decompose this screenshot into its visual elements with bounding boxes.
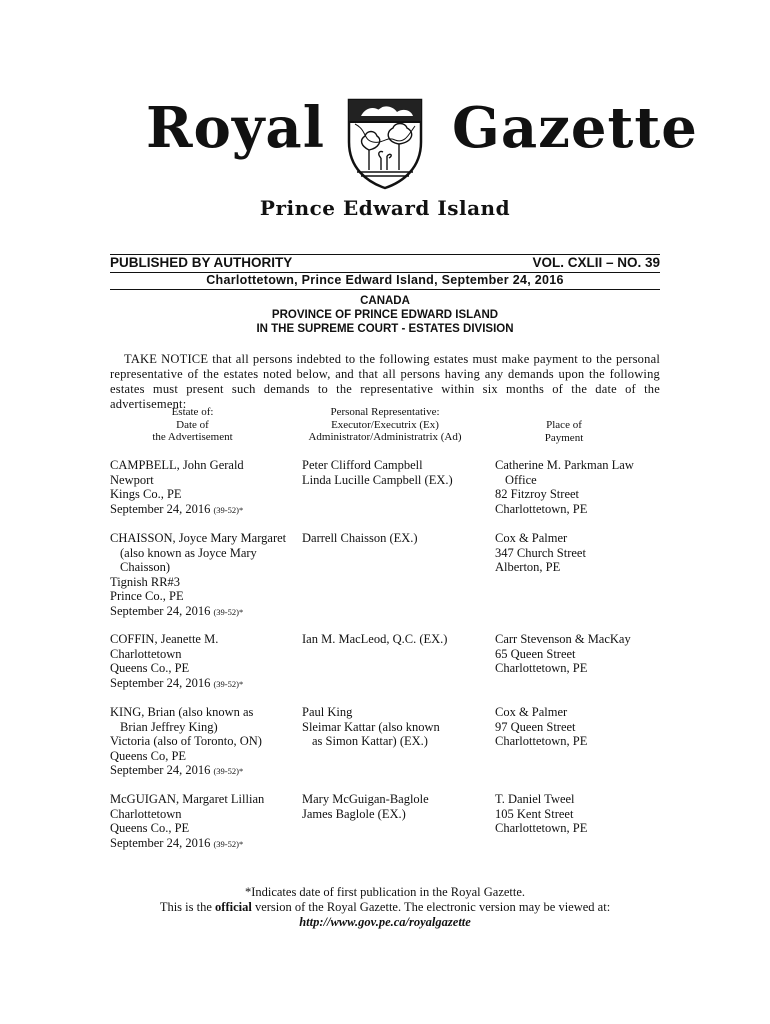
- footer: [0, 885, 770, 930]
- column-header-representative: [300, 406, 470, 444]
- volume-number: VOL. CXLII – NO. 39: [532, 255, 660, 270]
- estate-line: Charlottetown: [110, 806, 182, 821]
- representative-line: Darrell Chaisson (EX.): [302, 531, 418, 545]
- estate-line: Prince Co., PE: [110, 589, 184, 604]
- payment-column: [495, 531, 660, 575]
- masthead-royal: Royal: [146, 95, 325, 161]
- column-header-line: the Advertisement: [152, 431, 233, 443]
- estate-date-line: [110, 502, 300, 518]
- column-header-line: Personal Representative:: [330, 406, 440, 418]
- court-line-division: IN THE SUPREME COURT - ESTATES DIVISION: [256, 323, 514, 335]
- estate-line: Queens Co., PE: [110, 821, 190, 836]
- estate-line: Charlottetown: [110, 646, 182, 661]
- notice-text: TAKE NOTICE that all persons indebted to the following estates must make payment to the personal representative of the estates noted below, and that all persons having any demands upon the following estates must present such demands to the representative within six months of the date of the advertisement:: [110, 352, 660, 411]
- estate-column: [110, 705, 300, 779]
- representative-column: [302, 705, 492, 749]
- payment-column: [495, 792, 660, 836]
- pei-coat-of-arms-icon: [343, 96, 427, 190]
- estate-line: Tignish RR#3: [110, 574, 181, 589]
- payment-line: Charlottetown, PE: [495, 734, 588, 749]
- court-line-province: PROVINCE OF PRINCE EDWARD ISLAND: [271, 309, 499, 321]
- representative-column: [302, 792, 492, 821]
- estate-date: September 24, 2016: [110, 763, 211, 778]
- payment-line: Carr Stevenson & MacKay: [495, 632, 631, 646]
- payment-line: Catherine M. Parkman Law: [495, 458, 634, 472]
- dateline: Charlottetown, Prince Edward Island, September 24, 2016: [206, 273, 564, 287]
- estate-name: CHAISSON, Joyce Mary Margaret: [110, 531, 287, 545]
- estate-line: (also known as Joyce Mary: [120, 545, 257, 560]
- footer-official-note: [0, 900, 770, 915]
- column-header-line: Place of: [546, 419, 582, 431]
- estate-name: KING, Brian (also known as: [110, 705, 254, 719]
- representative-line: Ian M. MacLeod, Q.C. (EX.): [302, 632, 448, 646]
- payment-column: [495, 705, 660, 749]
- estate-name: CAMPBELL, John Gerald: [110, 458, 244, 472]
- column-header-line: Executor/Executrix (Ex): [331, 418, 439, 431]
- estate-column: [110, 531, 300, 620]
- representative-line: James Baglole (EX.): [302, 806, 406, 821]
- estate-line: Queens Co, PE: [110, 748, 187, 763]
- estate-line: Queens Co., PE: [110, 661, 190, 676]
- representative-column: [302, 531, 492, 546]
- estate-date-line: [110, 763, 300, 779]
- estate-name: McGUIGAN, Margaret Lillian: [110, 792, 265, 806]
- footer-official-word: official: [215, 900, 252, 914]
- payment-column: [495, 632, 660, 676]
- estate-line: Victoria (also of Toronto, ON): [110, 734, 262, 749]
- masthead-gazette: Gazette: [452, 95, 698, 161]
- publication-code: (39-52)*: [213, 504, 244, 515]
- publication-code: (39-52)*: [213, 838, 244, 849]
- payment-line: 347 Church Street: [495, 545, 586, 560]
- estate-date: September 24, 2016: [110, 603, 211, 618]
- masthead-subtitle: Prince Edward Island: [259, 196, 511, 220]
- header-rule-bottom: [110, 289, 660, 290]
- representative-line: Paul King: [302, 705, 353, 719]
- representative-line: Sleimar Kattar (also known: [302, 719, 440, 734]
- column-header-line: Estate of:: [171, 406, 214, 418]
- representative-column: [302, 632, 492, 647]
- payment-line: Alberton, PE: [495, 560, 561, 575]
- publication-code: (39-52)*: [213, 678, 244, 689]
- payment-line: Office: [505, 472, 537, 487]
- payment-line: 97 Queen Street: [495, 719, 576, 734]
- publication-code: (39-52)*: [213, 606, 244, 617]
- estate-date: September 24, 2016: [110, 501, 211, 516]
- gazette-url-link[interactable]: http://www.gov.pe.ca/royalgazette: [299, 915, 471, 929]
- notice-paragraph: [110, 352, 660, 412]
- estate-date-line: [110, 836, 300, 852]
- masthead: [0, 96, 770, 196]
- estate-date-line: [110, 604, 300, 620]
- payment-line: Cox & Palmer: [495, 531, 568, 545]
- payment-line: Charlottetown, PE: [495, 661, 588, 676]
- column-header-line: Date of: [176, 418, 209, 431]
- footer-text: This is the: [159, 900, 216, 914]
- estate-date-line: [110, 676, 300, 692]
- column-header-estate: [110, 406, 275, 444]
- representative-column: [302, 458, 492, 487]
- published-by-authority: PUBLISHED BY AUTHORITY: [110, 255, 293, 270]
- footer-text: version of the Royal Gazette. The electronic version may be viewed at:: [251, 900, 611, 914]
- estate-line: Brian Jeffrey King): [120, 719, 218, 734]
- publication-code: (39-52)*: [213, 766, 244, 777]
- payment-line: Charlottetown, PE: [495, 821, 588, 836]
- column-header-line: Payment: [544, 431, 584, 444]
- estate-date: September 24, 2016: [110, 675, 211, 690]
- representative-line: Mary McGuigan-Baglole: [302, 792, 429, 806]
- column-header-line: Administrator/Administratrix (Ad): [308, 431, 462, 443]
- payment-line: 105 Kent Street: [495, 806, 574, 821]
- payment-line: 65 Queen Street: [495, 646, 576, 661]
- estate-line: Kings Co., PE: [110, 487, 182, 502]
- payment-line: 82 Fitzroy Street: [495, 487, 580, 502]
- estate-name: COFFIN, Jeanette M.: [110, 632, 219, 646]
- publication-bar: [110, 254, 660, 272]
- estate-column: [110, 458, 300, 517]
- footer-asterisk-note: *Indicates date of first publication in the Royal Gazette.: [244, 885, 526, 899]
- estate-column: [110, 632, 300, 691]
- representative-line: Peter Clifford Campbell: [302, 458, 423, 472]
- estate-column: [110, 792, 300, 851]
- column-header-payment: [494, 419, 634, 444]
- estate-date: September 24, 2016: [110, 835, 211, 850]
- payment-column: [495, 458, 660, 516]
- estate-line: Chaisson): [120, 560, 170, 575]
- court-heading: [110, 294, 660, 336]
- payment-line: Cox & Palmer: [495, 705, 568, 719]
- representative-line: as Simon Kattar) (EX.): [312, 734, 428, 749]
- representative-line: Linda Lucille Campbell (EX.): [302, 472, 453, 487]
- payment-line: Charlottetown, PE: [495, 501, 588, 516]
- court-line-canada: CANADA: [360, 295, 410, 307]
- estate-line: Newport: [110, 472, 154, 487]
- payment-line: T. Daniel Tweel: [495, 792, 575, 806]
